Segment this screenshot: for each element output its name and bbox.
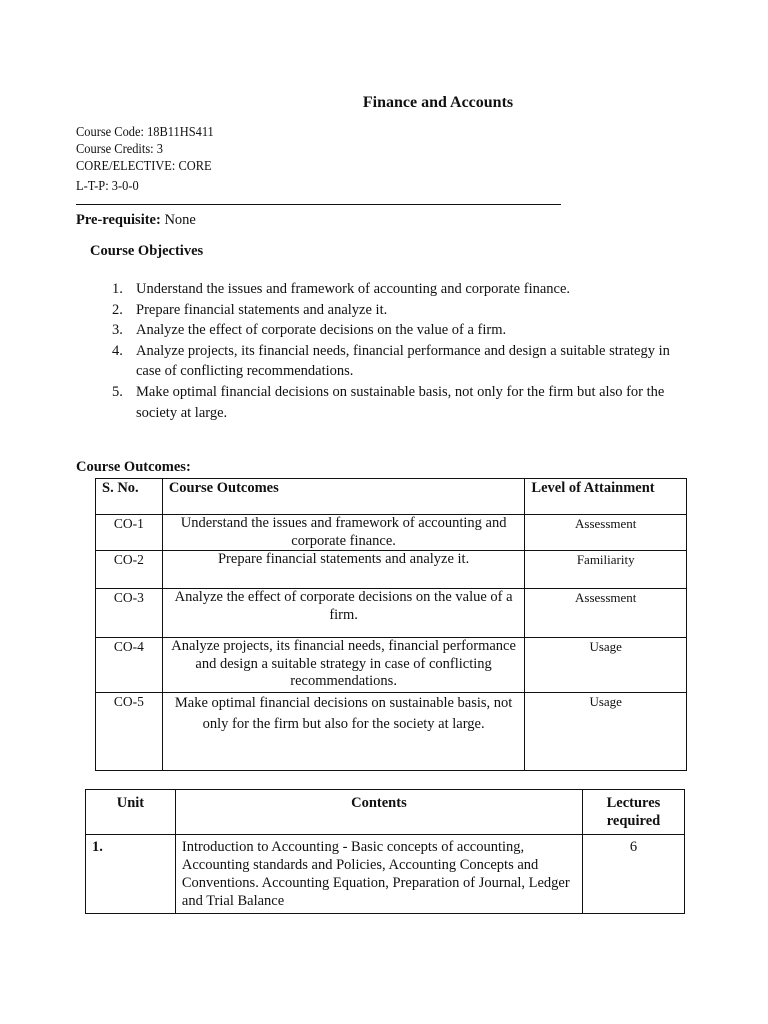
list-item: 3. Analyze the effect of corporate decisions on the value of a firm. <box>112 322 507 339</box>
list-item: 5. Make optimal financial decisions on sustainable basis, not only for the firm but also for the society at large. <box>112 383 665 421</box>
table-row: CO-2 Prepare financial statements and analyze it. Familiarity <box>96 551 687 589</box>
list-item: 2. Prepare financial statements and analyze it. <box>112 301 388 318</box>
table-row: CO-1 Understand the issues and framework of accounting and corporate finance. Assessment <box>96 515 687 551</box>
col-header: Contents <box>175 790 582 835</box>
col-header: Course Outcomes <box>162 479 525 515</box>
ltp: L-T-P: 3-0-0 <box>76 178 139 193</box>
list-item: 4. Analyze projects, its financial needs, financial performance and design a suitable strategy in case of conflicting recommendations. <box>112 342 670 380</box>
col-header: Unit <box>86 790 176 835</box>
table-row: CO-3 Analyze the effect of corporate decisions on the value of a firm. Assessment <box>96 589 687 638</box>
table-header-row <box>96 479 687 515</box>
list-item: 1. Understand the issues and framework of accounting and corporate finance. <box>112 281 571 297</box>
objectives-heading: Course Objectives <box>90 243 204 259</box>
divider <box>76 204 561 205</box>
units-table <box>85 789 685 914</box>
table-row: CO-5 Make optimal financial decisions on sustainable basis, not only for the firm but also for the society at large. Usage <box>96 693 687 771</box>
prerequisite <box>76 212 196 229</box>
course-credits: Course Credits: 3 <box>76 141 163 156</box>
col-header: Level of Attainment <box>525 479 687 515</box>
prerequisite-label: Pre-requisite: <box>76 212 161 228</box>
table-row: CO-4 Analyze projects, its financial needs, financial performance and design a suitable strategy in case of conflicting recommendations. Usage <box>96 638 687 693</box>
col-header: S. No. <box>96 479 163 515</box>
page-title: Finance and Accounts <box>362 94 514 111</box>
outcomes-heading: Course Outcomes: <box>76 459 191 475</box>
table-header-row <box>86 790 685 835</box>
course-code: Course Code: 18B11HS411 <box>76 124 214 139</box>
core-elective: CORE/ELECTIVE: CORE <box>76 158 212 173</box>
outcomes-table <box>95 478 687 771</box>
objectives-list <box>110 279 690 423</box>
prerequisite-value: None <box>164 212 196 228</box>
table-row: 1. Introduction to Accounting - Basic concepts of accounting, Accounting standards and Policies, Accounting Concepts and Conventions. Accounting Equation, Preparation of Journal, Ledger and Trial Balance 6 <box>86 835 685 914</box>
col-header: Lectures required <box>582 790 684 835</box>
